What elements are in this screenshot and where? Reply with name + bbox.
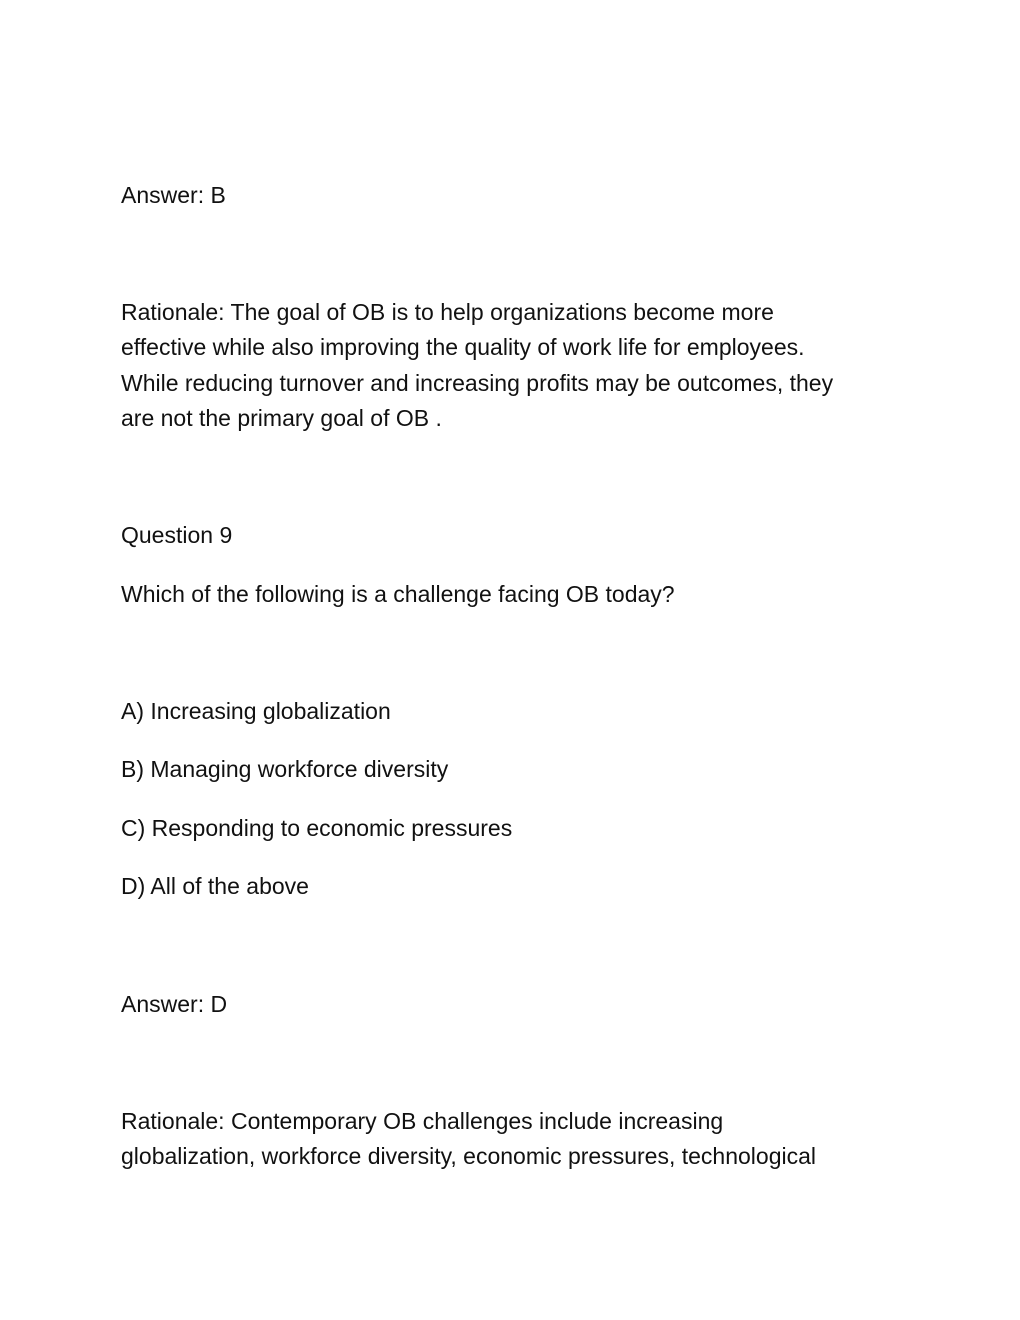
question-prompt: Which of the following is a challenge facing OB today?	[121, 581, 675, 607]
rationale-line: are not the primary goal of OB .	[121, 404, 442, 431]
answer-option-d: D) All of the above	[121, 873, 309, 899]
question-heading: Question 9	[121, 522, 233, 548]
rationale-paragraph	[121, 295, 901, 436]
rationale-line: Rationale: Contemporary OB challenges include increasing	[121, 1108, 724, 1134]
answer-text: Answer: B	[121, 182, 226, 208]
answer-option-a: A) Increasing globalization	[121, 698, 391, 724]
answer-option-b: B) Managing workforce diversity	[121, 756, 449, 782]
rationale-paragraph	[121, 1104, 901, 1175]
answer-option-c: C) Responding to economic pressures	[121, 815, 513, 841]
rationale-line: Rationale: The goal of OB is to help organizations become more	[121, 299, 774, 325]
rationale-line: globalization, workforce diversity, economic pressures, technological	[121, 1143, 817, 1170]
answer-text: Answer: D	[121, 991, 228, 1017]
rationale-line: While reducing turnover and increasing profits may be outcomes, they	[121, 369, 834, 396]
rationale-line: effective while also improving the quality of work life for employees.	[121, 334, 805, 361]
